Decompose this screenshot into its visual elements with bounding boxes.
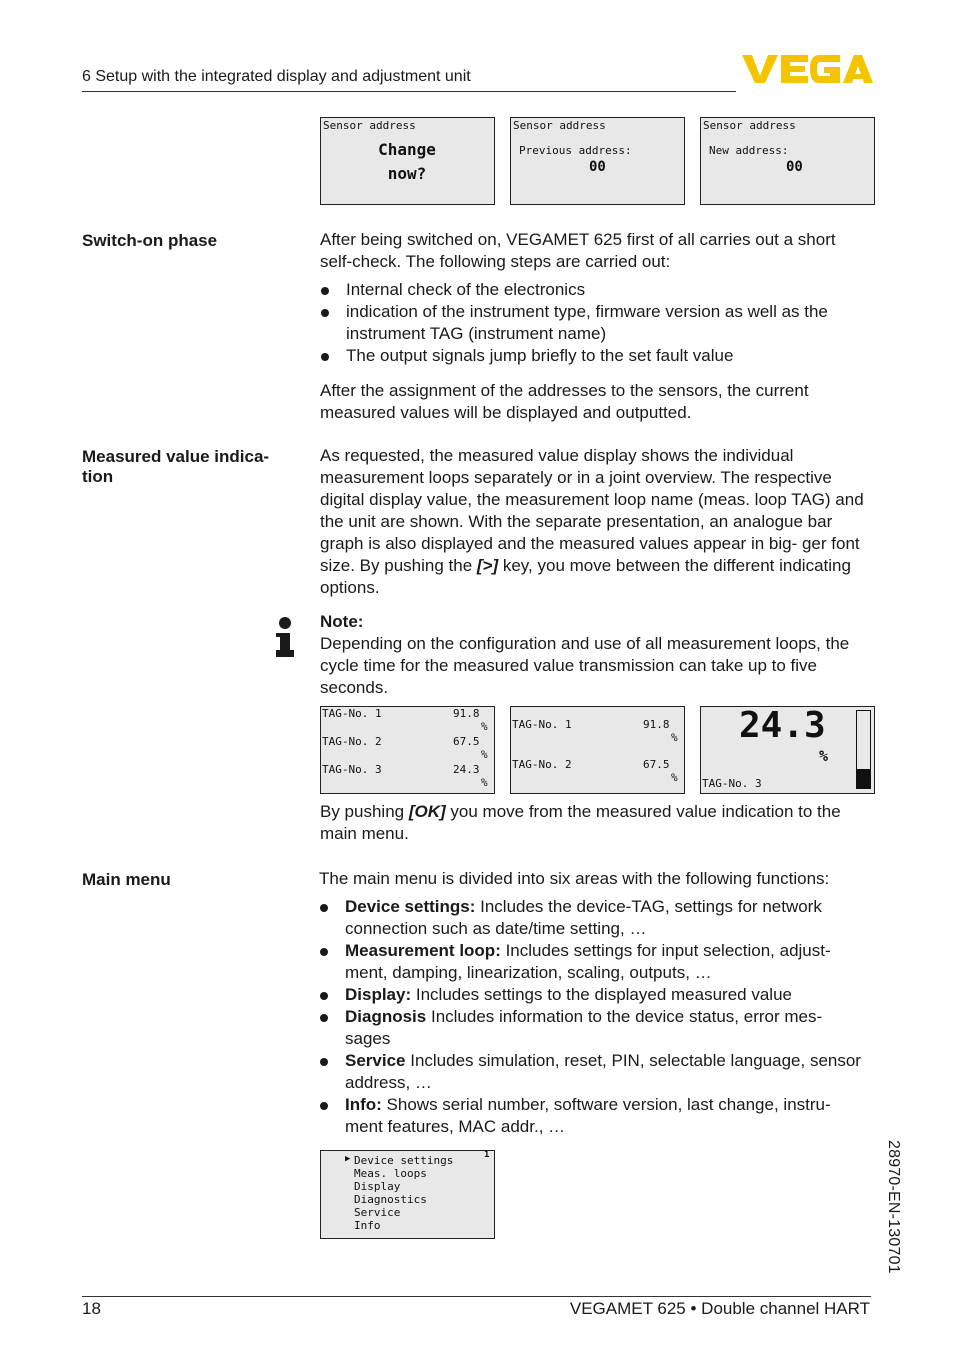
section-header: 6 Setup with the integrated display and adjustment unit [82,68,471,85]
list-item [319,1006,869,1050]
measured-value-heading: Measured value indica- tion [82,447,270,486]
address-value: 00 [589,159,606,175]
text-part: By pushing [320,802,409,821]
menu-entry: Meas. loops [354,1167,427,1180]
menu-entry: Service [354,1206,401,1219]
switch-on-list [320,279,870,367]
text-part: As requested, the measured value display shows the individual measurement loops separately or in a joint overview. The respective digital display value, the measurement loop name (meas. loop TAG) and the unit are shown. With the separate presentation, an analogue bar graph is also displayed and the measured values appear in big- ger font size. By pushing the [320,446,864,575]
screen-title: Sensor address [323,119,416,132]
note-title: Note: [320,612,364,631]
tag-value: 67.5 [453,735,480,748]
list-item [319,1094,869,1138]
list-item: The output signals jump briefly to the set fault value [320,345,870,367]
tag-label: TAG-No. 3 [702,777,762,790]
main-menu-heading: Main menu [82,870,171,889]
tag-value: 91.8 [453,707,480,720]
key-label: [>] [476,556,499,575]
list-item [319,1050,869,1094]
two-loop-screen [510,706,685,794]
sensor-address-previous-screen [510,117,685,205]
footer-title: VEGAMET 625 • Double channel HART [569,1299,870,1318]
list-item: indication of the instrument type, firmware version as well as the instrument TAG (instrument name) [320,301,870,345]
address-value: 00 [786,159,803,175]
tag-label: TAG-No. 2 [322,735,382,748]
main-menu-list [319,896,869,1138]
screen-line: Change [378,140,436,159]
list-item: Internal check of the electronics [320,279,870,301]
screen-label: Previous address: [519,144,632,157]
list-item [319,984,869,1006]
screen-label: New address: [709,144,789,157]
item-term: Measurement loop: [345,941,501,960]
tag-unit: % [481,748,488,761]
menu-entry: Display [354,1180,401,1193]
text-part: you move from the measured value indication to the main menu. [320,802,841,843]
footer-rule [82,1296,871,1297]
info-icon [275,616,295,663]
item-desc: Includes the device-TAG, settings for network connection such as date/time setting, … [345,897,822,938]
page-number: 18 [82,1299,101,1318]
item-term: Service [345,1051,406,1070]
tag-label: TAG-No. 3 [322,763,382,776]
key-label: [OK] [408,802,446,821]
menu-entry: Info [354,1219,381,1232]
tag-unit: % [481,776,488,789]
list-item [319,896,869,940]
tag-value: 24.3 [453,763,480,776]
vega-logo [742,52,874,91]
tag-unit: % [671,771,678,784]
big-unit: % [819,747,829,765]
tag-label: TAG-No. 1 [512,718,572,731]
single-loop-screen [700,706,875,794]
item-desc: Includes information to the device status, error mes- sages [345,1007,823,1048]
screen-line: now? [387,164,427,183]
main-menu-screen [320,1150,495,1239]
tag-label: TAG-No. 1 [322,707,382,720]
cursor-arrow-icon: ▶ [345,1154,351,1164]
tag-value: 91.8 [643,718,670,731]
switch-on-intro: After being switched on, VEGAMET 625 first of all carries out a short self-check. The following steps are carried out: [320,230,836,271]
document-code: 28970-EN-130701 [885,1140,902,1274]
item-desc: Shows serial number, software version, last change, instru- ment features, MAC addr., … [345,1095,831,1136]
note-text: Depending on the configuration and use of all measurement loops, the cycle time for the measured value transmission can take up to five seconds. [320,634,850,697]
switch-on-section [320,229,870,424]
item-desc: Includes settings to the displayed measured value [411,985,792,1004]
ok-text [320,801,870,845]
item-term: Info: [345,1095,382,1114]
screen-title: Sensor address [703,119,796,132]
text-part: key, you move between the different indicating options. [320,556,851,597]
tag-unit: % [671,731,678,744]
main-menu-section [319,868,869,1138]
big-value: 24.3 [739,705,826,746]
item-term: Display: [345,985,412,1004]
bar-graph [856,710,871,789]
measured-value-text [320,445,870,599]
measured-value-section [320,445,870,599]
menu-entry: Diagnostics [354,1193,427,1206]
switch-on-heading: Switch-on phase [82,231,218,250]
switch-on-outro: After the assignment of the addresses to the sensors, the current measured values will be displayed and outputted. [320,381,809,422]
page-indicator: 1 [484,1150,490,1160]
sensor-address-change-screen [320,117,495,205]
item-term: Diagnosis [345,1007,427,1026]
tag-unit: % [481,720,488,733]
menu-entry: Device settings [354,1154,454,1167]
list-item [319,940,869,984]
tag-value: 67.5 [643,758,670,771]
note-box [320,611,870,699]
three-loop-screen [320,706,495,794]
bar-fill [857,769,870,788]
screen-title: Sensor address [513,119,606,132]
header-rule [82,91,736,92]
item-desc: Includes simulation, reset, PIN, selectable language, sensor address, … [345,1051,861,1092]
item-term: Device settings: [345,897,476,916]
sensor-address-new-screen [700,117,875,205]
item-desc: Includes settings for input selection, adjust- ment, damping, linearization, scaling, outputs, … [345,941,831,982]
main-menu-intro: The main menu is divided into six areas with the following functions: [319,869,830,888]
ok-section [320,801,870,845]
tag-label: TAG-No. 2 [512,758,572,771]
